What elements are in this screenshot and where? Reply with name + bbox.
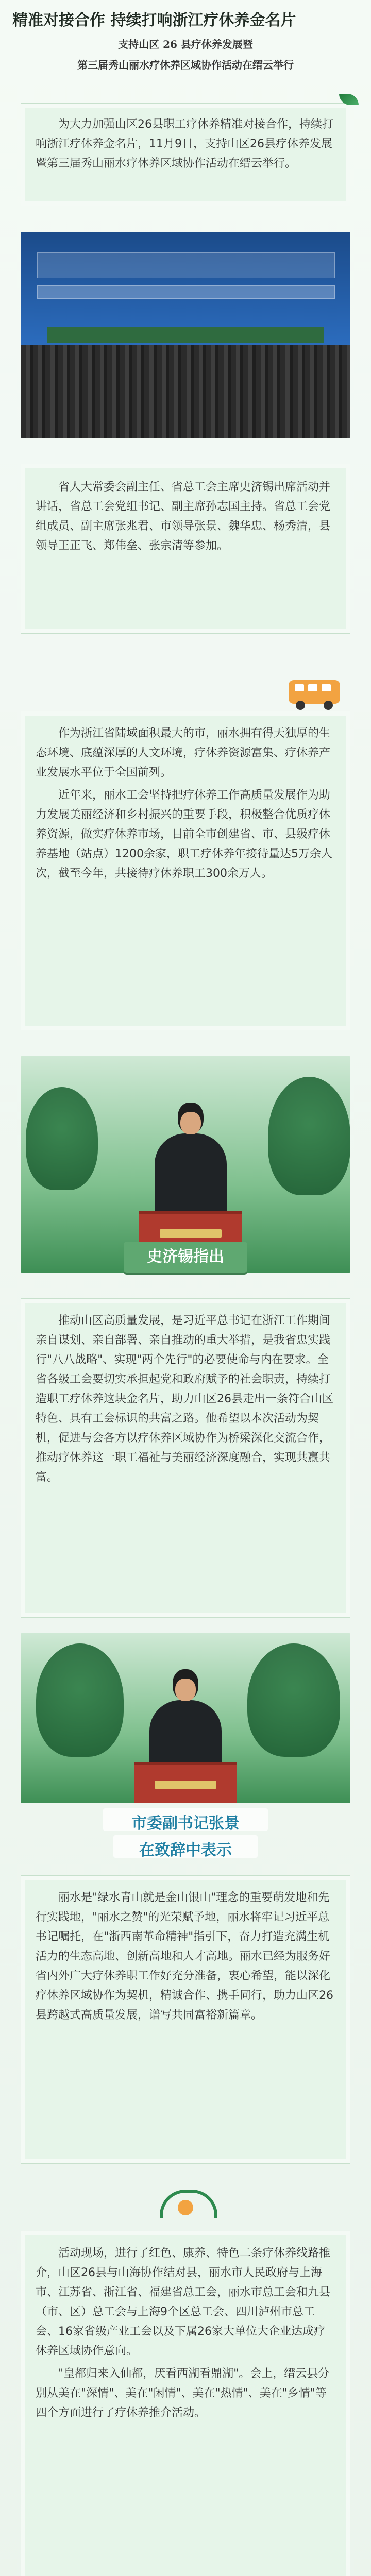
- backdrop-foliage: [26, 1087, 98, 1190]
- podium-2: [134, 1762, 237, 1803]
- intro-card: [21, 103, 350, 206]
- speaker-photo-2: [21, 1633, 350, 1803]
- backdrop-foliage: [268, 1077, 350, 1195]
- headline: 精准对接合作 持续打响浙江疗休养金名片: [12, 11, 296, 29]
- lishui-vision-paragraph: 丽水是"绿水青山就是金山银山"理念的重要萌发地和先行实践地，"丽水之赞"的光荣赋予地，丽水将牢记习近平总书记嘱托，在"浙西南革命精神"指引下，奋力打造充满生机活力的生态高地、创新高地和人才高地。丽水已经为服务好省内外广大疗休养职工作好充分准备，衷心希望，能以深化疗休养区域协作为契机，精诚合作、携手同行，助力山区26县跨越式高质量发展，谱写共同富裕新篇章。: [36, 1891, 333, 2022]
- bus-wheel: [324, 701, 333, 710]
- bus-icon: [289, 680, 340, 711]
- speaker-body: [155, 1133, 227, 1221]
- article-header: [0, 0, 371, 103]
- caption-box-1: [124, 1242, 247, 1273]
- lishui-paragraph-1: 作为浙江省陆域面积最大的市，丽水拥有得天独厚的生态环境、底蕴深厚的人文环境，疗休养资源富集、疗休养产业发展水平位于全国前列。: [36, 727, 331, 779]
- stage-banner-2: [37, 285, 335, 299]
- bus-body: [289, 680, 340, 704]
- mountain-logo-icon: [149, 2184, 222, 2221]
- caption-speaker-2-line2: 在致辞中表示: [139, 1841, 232, 1859]
- podium-sign: [155, 1781, 216, 1789]
- subline-1: 支持山区 26 县疗休养发展暨: [118, 38, 253, 50]
- caption-speaker-1: 史济锡指出: [147, 1248, 224, 1266]
- logo-sun: [178, 2200, 193, 2215]
- speaker-face: [175, 1679, 196, 1701]
- lishui-paragraph-2: 近年来，丽水工会坚持把疗休养工作高质量发展作为助力发展美丽经济和乡村振兴的重要手段，积极整合优质疗休养资源，做实疗休养市场，目前全市创建省、市、县级疗休养基地（站点）1200余家，职工疗休养年接待量达5万余人次，截至今年，共接待疗休养职工300余万人。: [36, 789, 332, 880]
- audience: [21, 345, 350, 438]
- bus-window: [295, 684, 304, 691]
- backdrop-foliage: [36, 1643, 124, 1757]
- activities-paragraph-1: 活动现场，进行了红色、康养、特色二条疗休养线路推介，山区26县与山海协作结对县，丽水市人民政府与上海市、江苏省、浙江省、福建省总工会，丽水市总工会和九县（市、区）总工会与上海9个区总工会、四川泸州市总工会、16家省级产业工会以及下属26家大单位大企业达成疗休养区域协作意向。: [36, 2247, 331, 2358]
- attendees-card: [21, 464, 350, 634]
- speaker-face: [180, 1112, 201, 1134]
- stage-banner: [37, 252, 335, 278]
- attendees-paragraph: 省人大常委会副主任、省总工会主席史济锡出席活动并讲话，省总工会党组书记、副主席孙志国主持。省总工会党组成员、副主席张兆君、市领导张景、魏华忠、杨秀清，县领导王正飞、郑伟垒、张宗清等参加。: [36, 481, 331, 552]
- lishui-card: [21, 711, 350, 1030]
- backdrop-foliage: [247, 1643, 340, 1757]
- subline-2: 第三届秀山丽水疗休养区域协作活动在缙云举行: [77, 59, 294, 71]
- conference-photo-1: [21, 232, 350, 438]
- bus-window: [322, 684, 331, 691]
- speaker-photo-1: [21, 1056, 350, 1273]
- caption-speaker-2-line1: 市委副书记张景: [131, 1815, 240, 1833]
- intro-paragraph: 为大力加强山区26县职工疗休养精准对接合作，持续打响浙江疗休养金名片，11月9日，支持山区26县疗休养发展暨第三届秀山丽水疗休养区域协作活动在缙云举行。: [36, 118, 333, 170]
- activities-paragraph-2: "皇都归来入仙都，厌看西湖看鼎湖"。会上，缙云县分别从美在"深情"、美在"闲情"、美在"热情"、美在"乡情"等四个方面进行了疗休养推介活动。: [36, 2367, 330, 2419]
- remarks-card: [21, 1298, 350, 1618]
- podium-sign: [160, 1229, 222, 1238]
- lishui-vision-card: [21, 1875, 350, 2164]
- bus-window: [308, 684, 317, 691]
- stage-table: [47, 327, 324, 343]
- bus-wheel: [296, 701, 305, 710]
- remarks-paragraph: 推动山区高质量发展，是习近平总书记在浙江工作期间亲自谋划、亲自部署、亲自推动的重大举措，是我省忠实践行"八八战略"、实现"两个先行"的必要使命与内在要求。全省各级工会要切实承担起党和政府赋予的社会职责，持续打造职工疗休养这块金名片，助力山区26县走出一条符合山区特色、具有工会标识的共富之路。他希望以本次活动为契机，促进与会各方以疗休养区域协作为桥梁深化交流合作，推动疗休养这一职工福祉与美丽经济深度融合，实现共赢共富。: [36, 1314, 333, 1484]
- speaker-figure: [149, 1103, 232, 1221]
- activities-card: [21, 2231, 350, 2576]
